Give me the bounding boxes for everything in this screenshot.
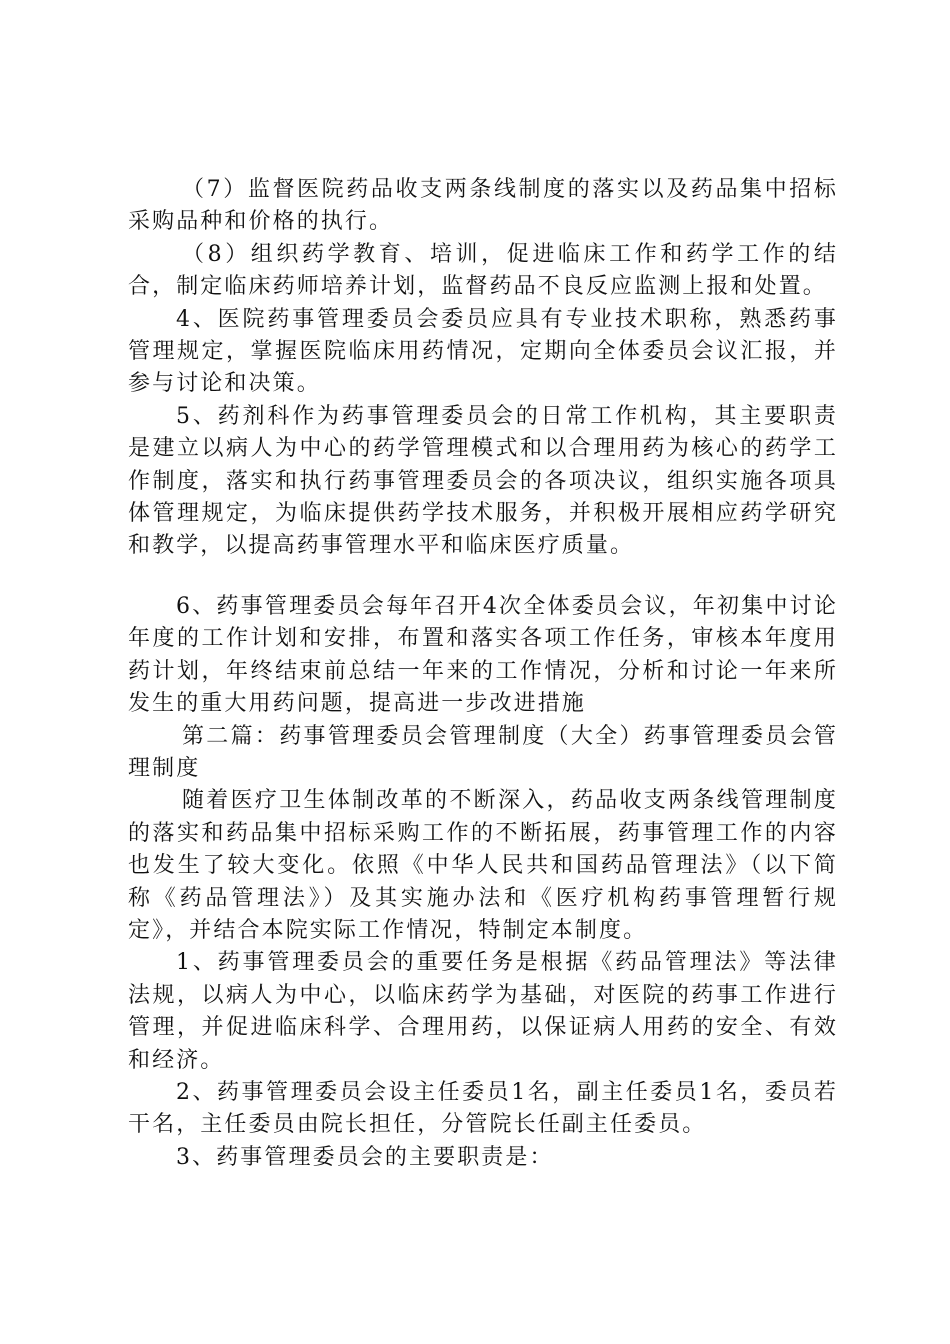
document-body [128, 174, 838, 1174]
paragraph-clause-3: 3、药事管理委员会的主要职责是： [176, 1144, 554, 1170]
paragraph-item-8: （8）组织药学教育、培训，促进临床工作和药学工作的结合，制定临床药师培养计划，监督药品不良反应监测上报和处置。 [128, 241, 838, 300]
paragraph-intro: 随着医疗卫生体制改革的不断深入，药品收支两条线管理制度的落实和药品集中招标采购工作的不断拓展，药事管理工作的内容也发生了较大变化。依照《中华人民共和国药品管理法》（以下简称《药品管理法》）及其实施办法和《医疗机构药事管理暂行规定》，并结合本院实际工作情况，特制定本制度。 [128, 788, 838, 943]
paragraph-clause-4: 4、医院药事管理委员会委员应具有专业技术职称，熟悉药事管理规定，掌握医院临床用药情况，定期向全体委员会议汇报，并参与讨论和决策。 [128, 306, 838, 397]
paragraph-gap [128, 563, 838, 591]
section-heading: 第二篇：药事管理委员会管理制度（大全）药事管理委员会管理制度 [128, 723, 838, 781]
paragraph-clause-5: 5、药剂科作为药事管理委员会的日常工作机构，其主要职责是建立以病人为中心的药学管理模式和以合理用药为核心的药学工作制度，落实和执行药事管理委员会的各项决议，组织实施各项具体管理规定，为临床提供药学技术服务，并积极开展相应药学研究和教学，以提高药事管理水平和临床医疗质量。 [128, 403, 838, 559]
paragraph-item-7: （7）监督医院药品收支两条线制度的落实以及药品集中招标采购品种和价格的执行。 [128, 177, 838, 235]
paragraph-clause-6: 6、药事管理委员会每年召开4次全体委员会议，年初集中讨论年度的工作计划和安排，布置和落实各项工作任务，审核本年度用药计划，年终结束前总结一年来的工作情况，分析和讨论一年来所发生的重大用药问题，提高进一步改进措施 [128, 593, 838, 717]
paragraph-clause-2: 2、药事管理委员会设主任委员1名，副主任委员1名，委员若干名，主任委员由院长担任，分管院长任副主任委员。 [128, 1079, 838, 1138]
paragraph-clause-1: 1、药事管理委员会的重要任务是根据《药品管理法》等法律法规，以病人为中心，以临床药学为基础，对医院的药事工作进行管理，并促进临床科学、合理用药，以保证病人用药的安全、有效和经济。 [128, 950, 838, 1073]
